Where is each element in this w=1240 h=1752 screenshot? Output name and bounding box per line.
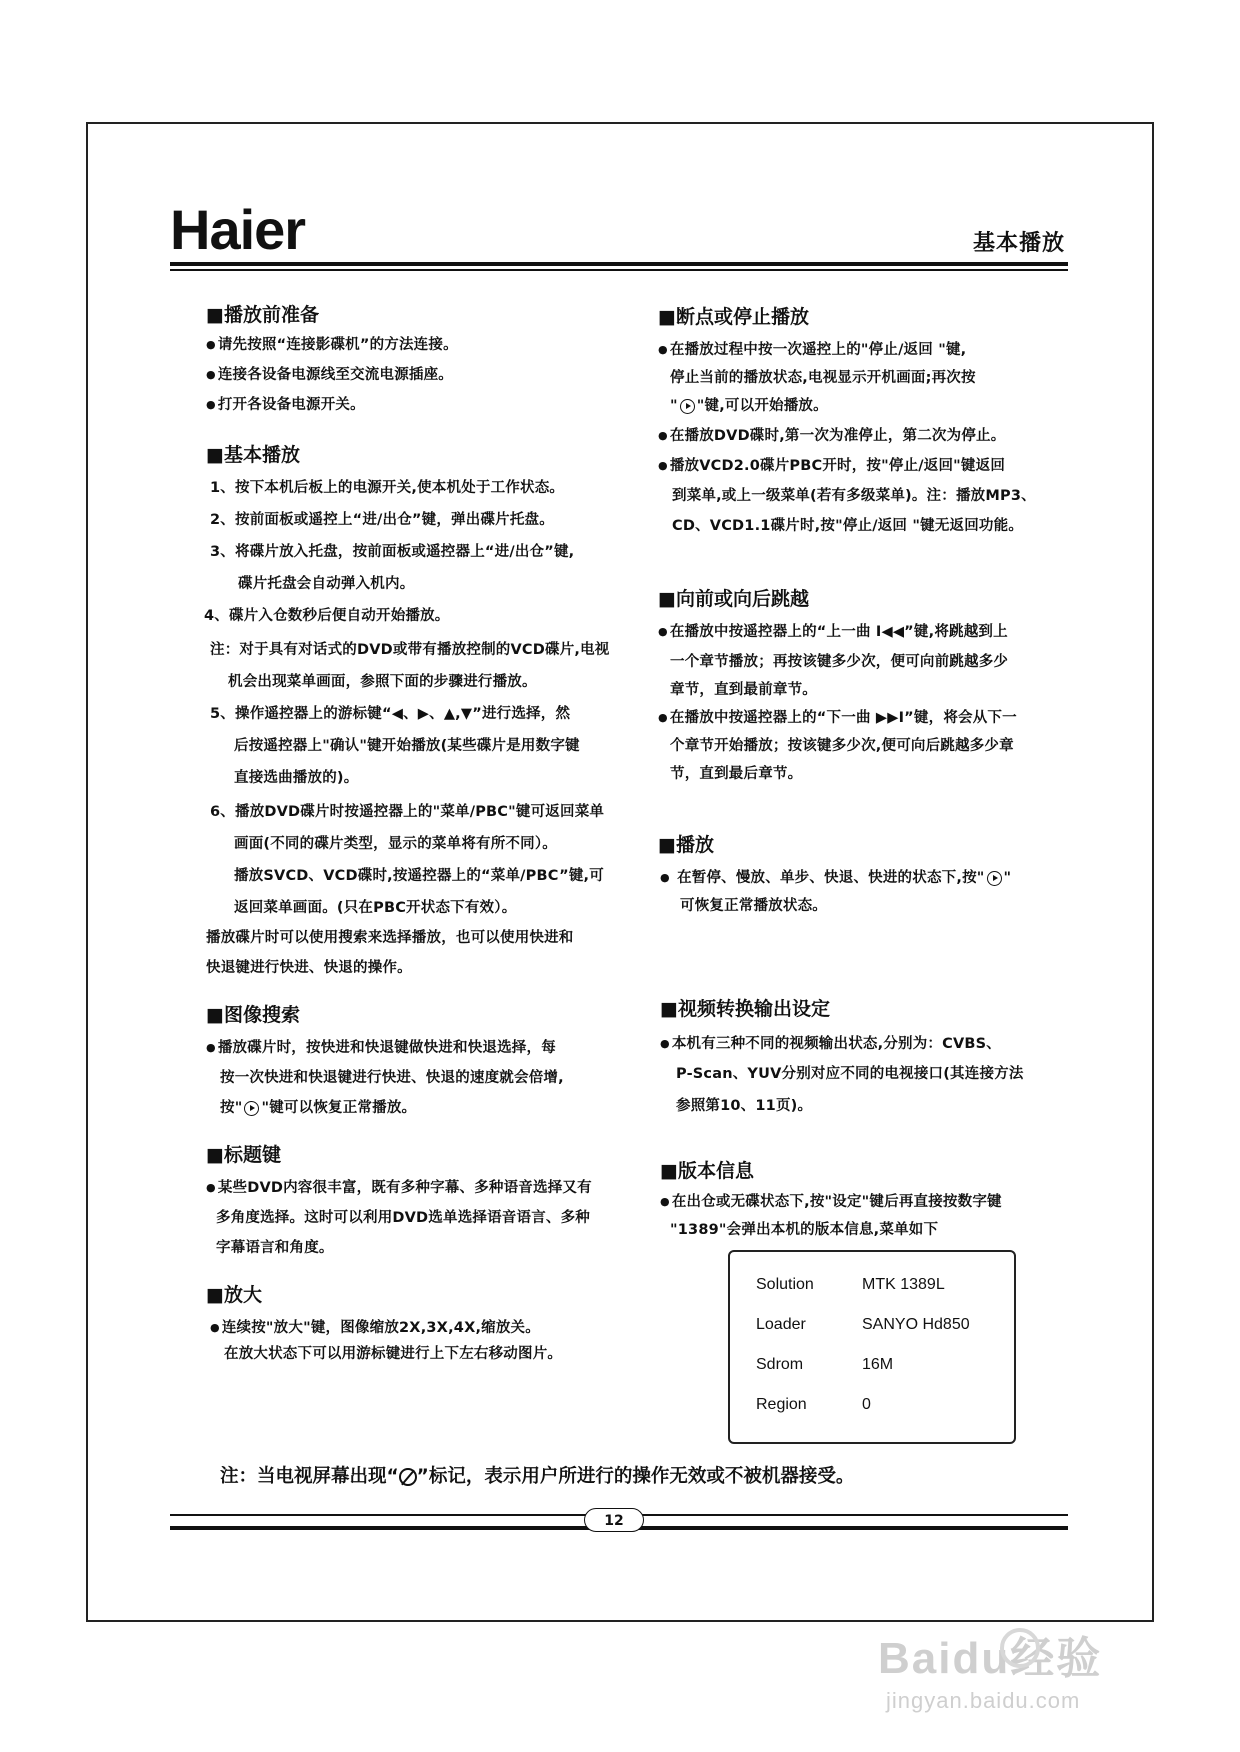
text-line: 可恢复正常播放状态。 [680, 898, 827, 914]
text-line: 停止当前的播放状态,电视显示开机画面;再次按 [670, 370, 976, 386]
text-line: CD、VCD1.1碟片时,按"停止/返回 "键无返回功能。 [672, 518, 1024, 534]
text-line: 到菜单,或上一级菜单(若有多级菜单)。注：播放MP3、 [672, 488, 1036, 504]
text-line: 4、碟片入仓数秒后便自动开始播放。 [204, 608, 450, 624]
play-icon [244, 1101, 259, 1116]
section-title-play: ■播放 [658, 834, 714, 856]
version-info-box [728, 1250, 1016, 1444]
text-line [660, 866, 1011, 887]
text-line: ● 播放碟片时，按快进和快退键做快进和快退选择，每 [206, 1036, 556, 1057]
text-line: ● 在出仓或无碟状态下,按"设定"键后再直接按数字键 [660, 1190, 1002, 1211]
section-title-skip: ■向前或向后跳越 [658, 588, 809, 610]
play-icon [987, 871, 1002, 886]
text-line: 播放SVCD、VCD碟时,按遥控器上的“菜单/PBC”键,可 [234, 868, 604, 884]
version-value: MTK 1389L [862, 1276, 945, 1293]
text-line: 返回菜单画面。(只在PBC开状态下有效）。 [234, 900, 517, 916]
text-line [220, 1096, 416, 1117]
text-line: ● 在播放DVD碟时,第一次为准停止，第二次为停止。 [658, 424, 1005, 445]
text-fragment: " [1003, 870, 1012, 886]
text-line: 按一次快进和快退键进行快进、快退的速度就会倍增, [220, 1070, 564, 1086]
page-number: 12 [584, 1508, 644, 1532]
text-line: ● 请先按照“连接影碟机”的方法连接。 [206, 333, 458, 354]
paw-icon [1000, 1628, 1040, 1668]
text-fragment: "键,可以开始播放。 [696, 398, 828, 414]
text-line: ● 在播放过程中按一次遥控上的"停止/返回 "键, [658, 338, 966, 359]
play-icon [680, 399, 695, 414]
text-line: 6、播放DVD碟片时按遥控器上的"菜单/PBC"键可返回菜单 [210, 804, 605, 820]
text-fragment: 按" [220, 1100, 243, 1116]
note-text: 注：当电视屏幕出现“ [220, 1466, 399, 1487]
text-line: ● 某些DVD内容很丰富，既有多种字幕、多种语音选择又有 [206, 1176, 592, 1197]
section-title-image-search: ■图像搜索 [206, 1004, 300, 1026]
text-line: ● 在播放中按遥控器上的“下一曲 ▶▶I”键，将会从下一 [658, 706, 1017, 727]
watermark-url: jingyan.baidu.com [886, 1688, 1081, 1713]
version-key: Loader [756, 1316, 806, 1333]
text-line: ● 连续按"放大"键，图像缩放2X,3X,4X,缩放关。 [210, 1316, 540, 1337]
text-line: 在放大状态下可以用游标键进行上下左右移动图片。 [224, 1346, 563, 1362]
text-line: 节，直到最后章节。 [670, 766, 803, 782]
section-title-version: ■版本信息 [660, 1160, 754, 1182]
page-title: 基本播放 [972, 231, 1065, 256]
text-line: 字幕语言和角度。 [216, 1240, 334, 1256]
watermark [878, 1622, 1103, 1713]
text-line: 画面(不同的碟片类型，显示的菜单将有所不同）。 [234, 836, 557, 852]
text-fragment: " [670, 398, 678, 414]
text-line: 1、按下本机后板上的电源开关,使本机处于工作状态。 [210, 480, 565, 496]
text-fragment: 在暂停、慢放、单步、快退、快进的状态下,按" [677, 870, 985, 886]
prohibited-icon [399, 1468, 417, 1486]
text-line: 碟片托盘会自动弹入机内。 [238, 576, 415, 592]
text-line: 章节，直到最前章节。 [670, 682, 817, 698]
section-title-video-output: ■视频转换输出设定 [660, 998, 830, 1020]
section-title-basic-play: ■基本播放 [206, 444, 300, 466]
section-title-zoom: ■放大 [206, 1284, 262, 1306]
text-line: 5、操作遥控器上的游标键“◀、▶、▲,▼”进行选择，然 [210, 706, 571, 722]
version-value: SANYO Hd850 [862, 1316, 970, 1333]
watermark-brand: Baidu经验 [878, 1634, 1103, 1683]
section-title-prep: ■播放前准备 [206, 304, 319, 326]
text-line: 个章节开始播放；按该键多少次,便可向后跳越多少章 [670, 738, 1014, 754]
text-line: "1389"会弹出本机的版本信息,菜单如下 [670, 1222, 939, 1238]
version-key: Sdrom [756, 1356, 804, 1373]
section-title-stop: ■断点或停止播放 [658, 306, 809, 328]
text-line: P-Scan、YUV分别对应不同的电视接口(其连接方法 [676, 1066, 1024, 1082]
version-key: Region [756, 1396, 807, 1413]
text-line [670, 394, 828, 415]
version-value: 16M [862, 1356, 894, 1373]
invalid-operation-note [220, 1462, 854, 1488]
text-line: 后按遥控器上"确认"键开始播放(某些碟片是用数字键 [234, 738, 580, 754]
text-line: 机会出现菜单画面，参照下面的步骤进行播放。 [228, 674, 537, 690]
version-value: 0 [862, 1396, 871, 1413]
text-line: 参照第10、11页)。 [676, 1098, 813, 1114]
text-fragment: "键可以恢复正常播放。 [261, 1100, 417, 1116]
text-line: 注：对于具有对话式的DVD或带有播放控制的VCD碟片,电视 [210, 642, 610, 658]
version-key: Solution [756, 1276, 814, 1293]
header-rule [170, 262, 1068, 266]
text-line: ● 播放VCD2.0碟片PBC开时，按"停止/返回"键返回 [658, 454, 1005, 475]
note-text: ”标记，表示用户所进行的操作无效或不被机器接受。 [416, 1466, 855, 1487]
haier-logo: Haier [170, 198, 306, 261]
text-line: 2、按前面板或遥控上“进/出仓”键，弹出碟片托盘。 [210, 512, 554, 528]
text-line: 3、将碟片放入托盘，按前面板或遥控器上“进/出仓”键, [210, 544, 575, 560]
text-line: ● 在播放中按遥控器上的“上一曲 I◀◀”键,将跳越到上 [658, 620, 1008, 641]
text-line: ● 打开各设备电源开关。 [206, 393, 365, 414]
text-line: 一个章节播放；再按该键多少次，便可向前跳越多少 [670, 654, 1009, 670]
text-line: 多角度选择。这时可以利用DVD选单选择语音语言、多种 [216, 1210, 590, 1226]
header-rule-thin [170, 269, 1068, 271]
text-line: 播放碟片时可以使用搜索来选择播放，也可以使用快进和 [206, 930, 574, 946]
section-title-title-key: ■标题键 [206, 1144, 281, 1166]
text-line: ● 连接各设备电源线至交流电源插座。 [206, 363, 453, 384]
text-line: 直接选曲播放的)。 [234, 770, 359, 786]
text-line: ● 本机有三种不同的视频输出状态,分别为：CVBS、 [660, 1032, 1001, 1053]
text-line: 快退键进行快进、快退的操作。 [206, 960, 412, 976]
